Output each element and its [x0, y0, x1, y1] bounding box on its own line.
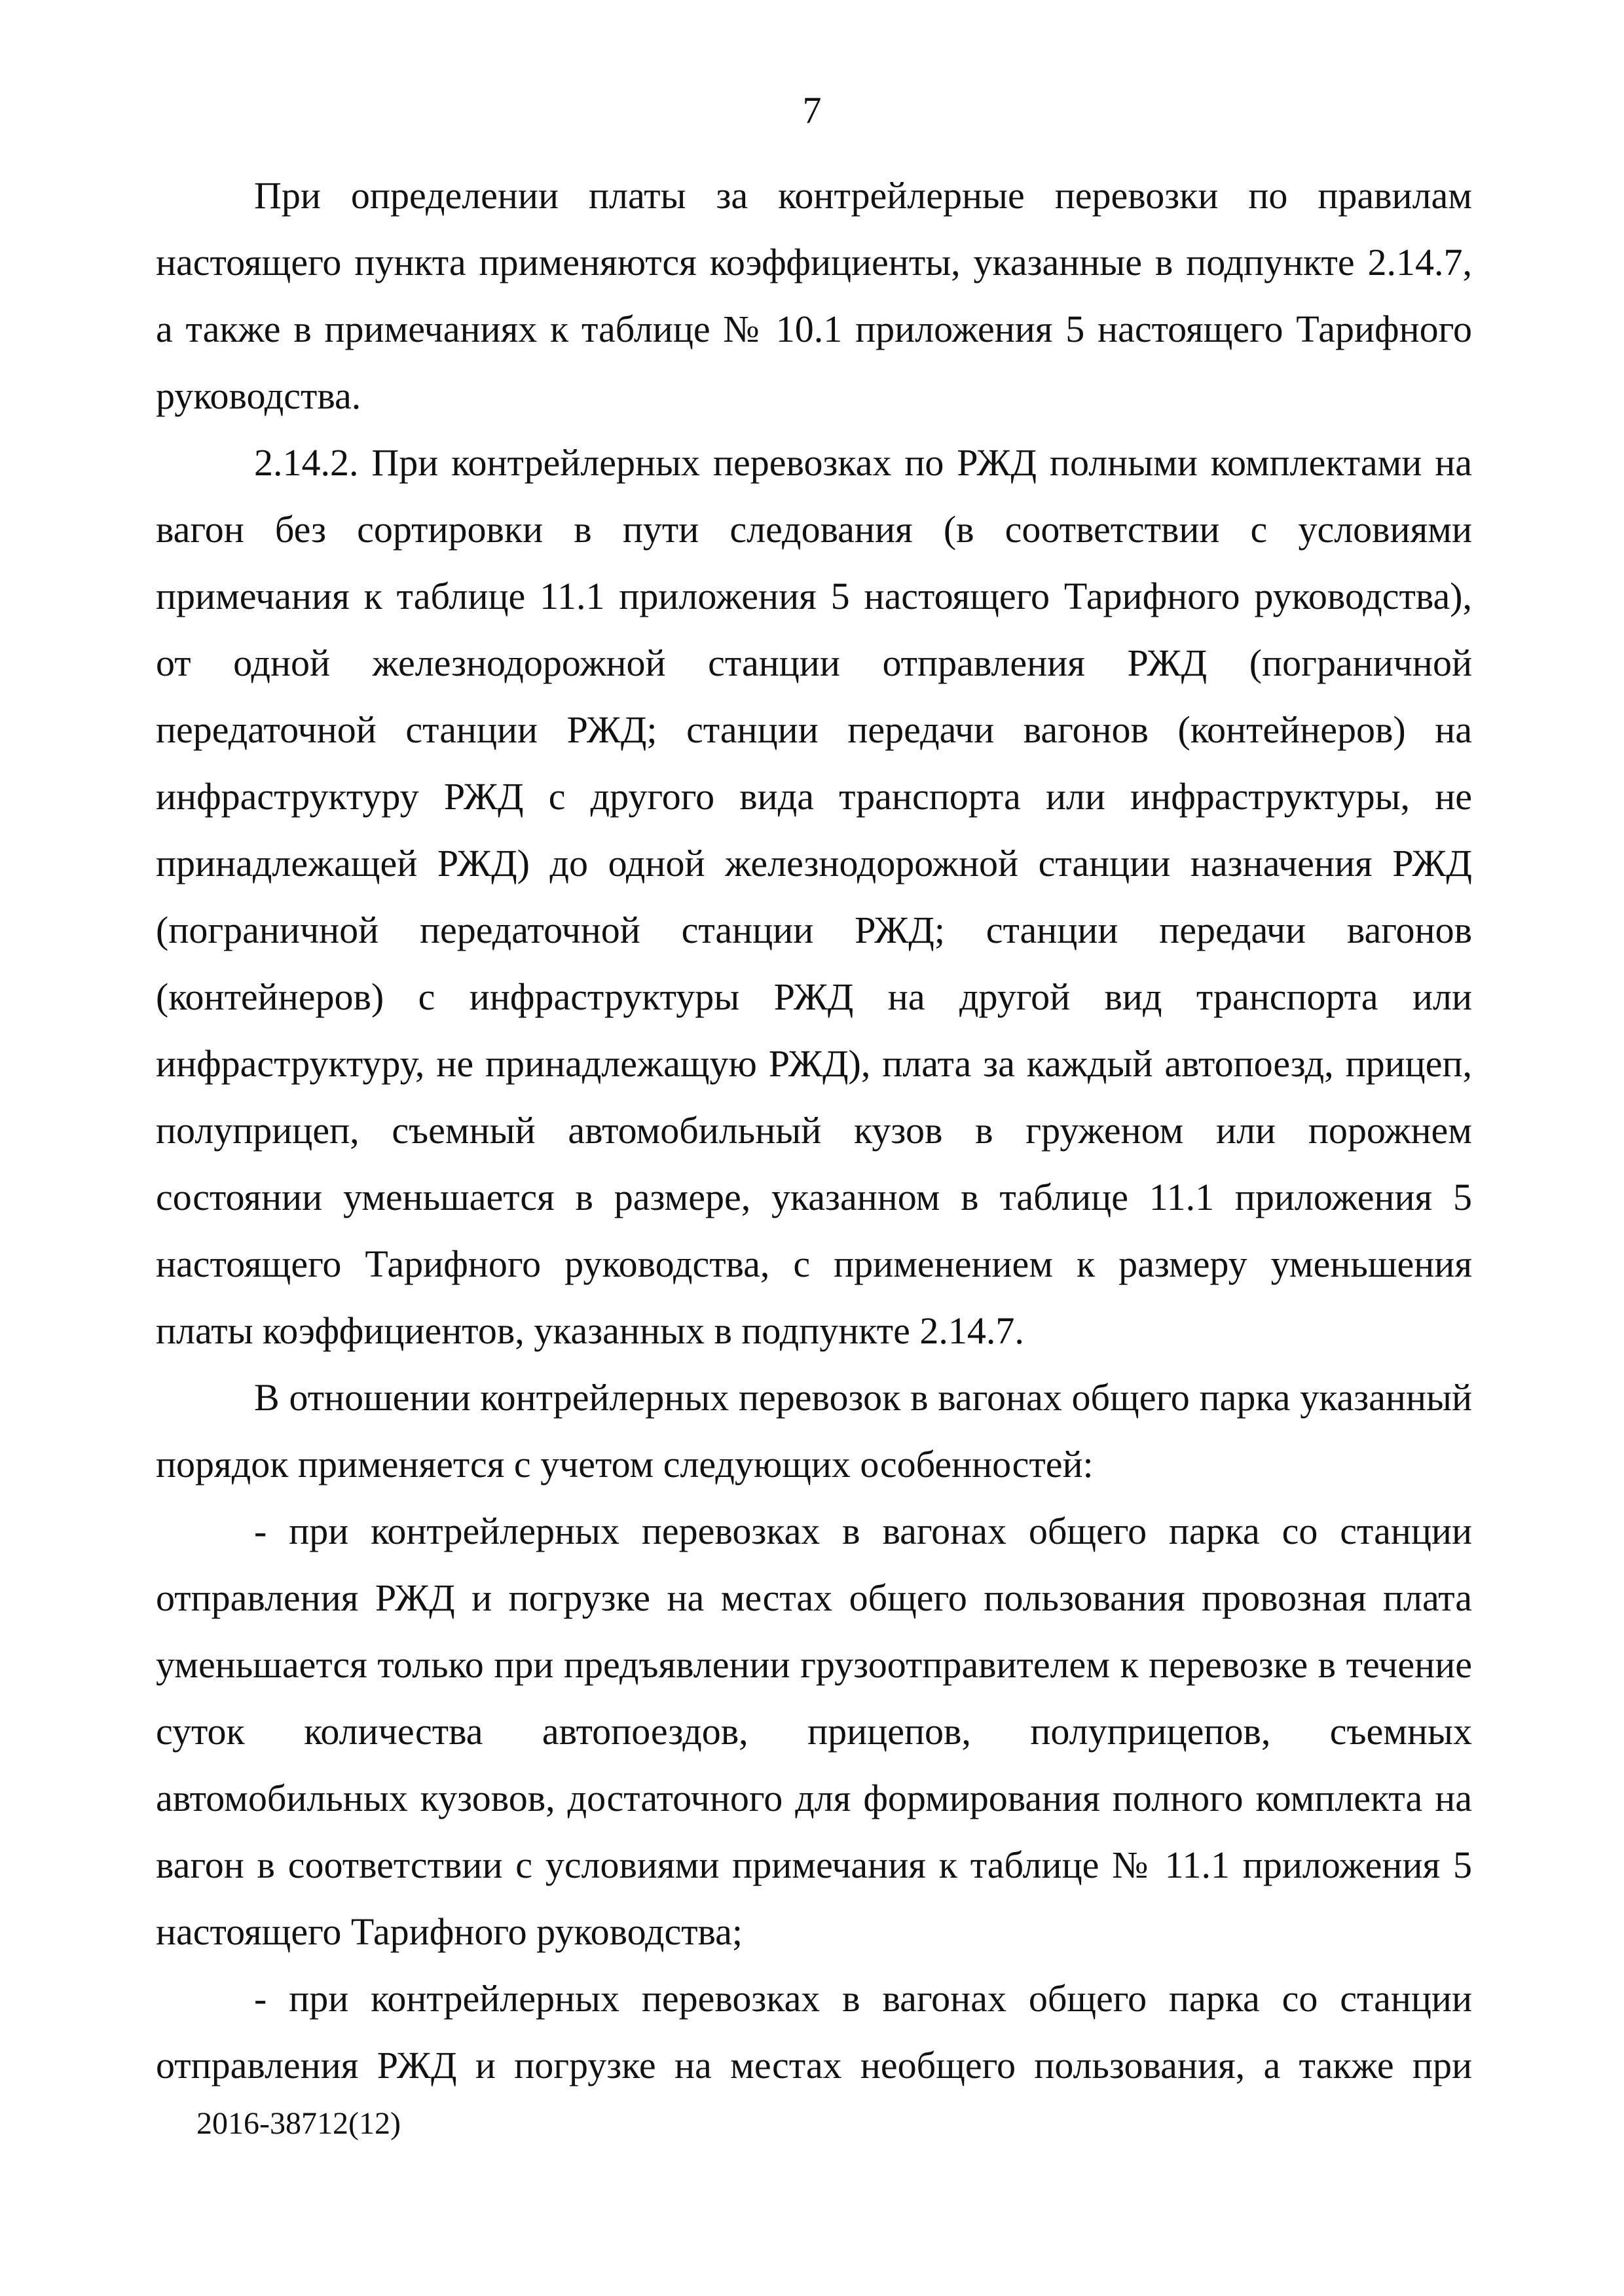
paragraph-non-public-loading: - при контрейлерных перевозках в вагонах общего парка со станции отправления РЖД и погрузке на местах необщего пользования, а также при [156, 1977, 1472, 2086]
page-number: 7 [802, 89, 822, 132]
document-code: 2016-38712(12) [196, 2106, 401, 2141]
document-body [156, 162, 1472, 2099]
paragraph-public-loading: - при контрейлерных перевозках в вагонах общего парка со станции отправления РЖД и погрузке на местах общего пользования провозная плата уменьшается только при предъявлении грузоотправителем к перевозке в течение суток количества автопоездов, прицепов, полуприцепов, съемных автомобильных кузовов, достаточного для формирования полного комплекта на вагон в соответствии с условиями примечания к таблице № 11.1 приложения 5 настоящего Тарифного руководства; [156, 1510, 1472, 1953]
paragraph-2-14-2: 2.14.2. При контрейлерных перевозках по РЖД полными комплектами на вагон без сортировки в пути следования (в соответствии с условиями примечания к таблице 11.1 приложения 5 настоящего Тарифного руководства), от одной железнодорожной станции отправления РЖД (пограничной передаточной станции РЖД; станции передачи вагонов (контейнеров) на инфраструктуру РЖД с другого вида транспорта или инфраструктуры, не принадлежащей РЖД) до одной железнодорожной станции назначения РЖД (пограничной передаточной станции РЖД; станции передачи вагонов (контейнеров) с инфраструктуры РЖД на другой вид транспорта или инфраструктуру, не принадлежащую РЖД), плата за каждый автопоезд, прицеп, полуприцеп, съемный автомобильный кузов в груженом или порожнем состоянии уменьшается в размере, указанном в таблице 11.1 приложения 5 настоящего Тарифного руководства, с применением к размеру уменьшения платы коэффициентов, указанных в подпункте 2.14.7. [156, 441, 1472, 1352]
paragraph-general-fleet: В отношении контрейлерных перевозок в вагонах общего парка указанный порядок применяется с учетом следующих особенностей: [156, 1376, 1472, 1485]
paragraph-coefficients: При определении платы за контрейлерные перевозки по правилам настоящего пункта применяются коэффициенты, указанные в подпункте 2.14.7, а также в примечаниях к таблице № 10.1 приложения 5 настоящего Тарифного руководства. [156, 174, 1472, 417]
